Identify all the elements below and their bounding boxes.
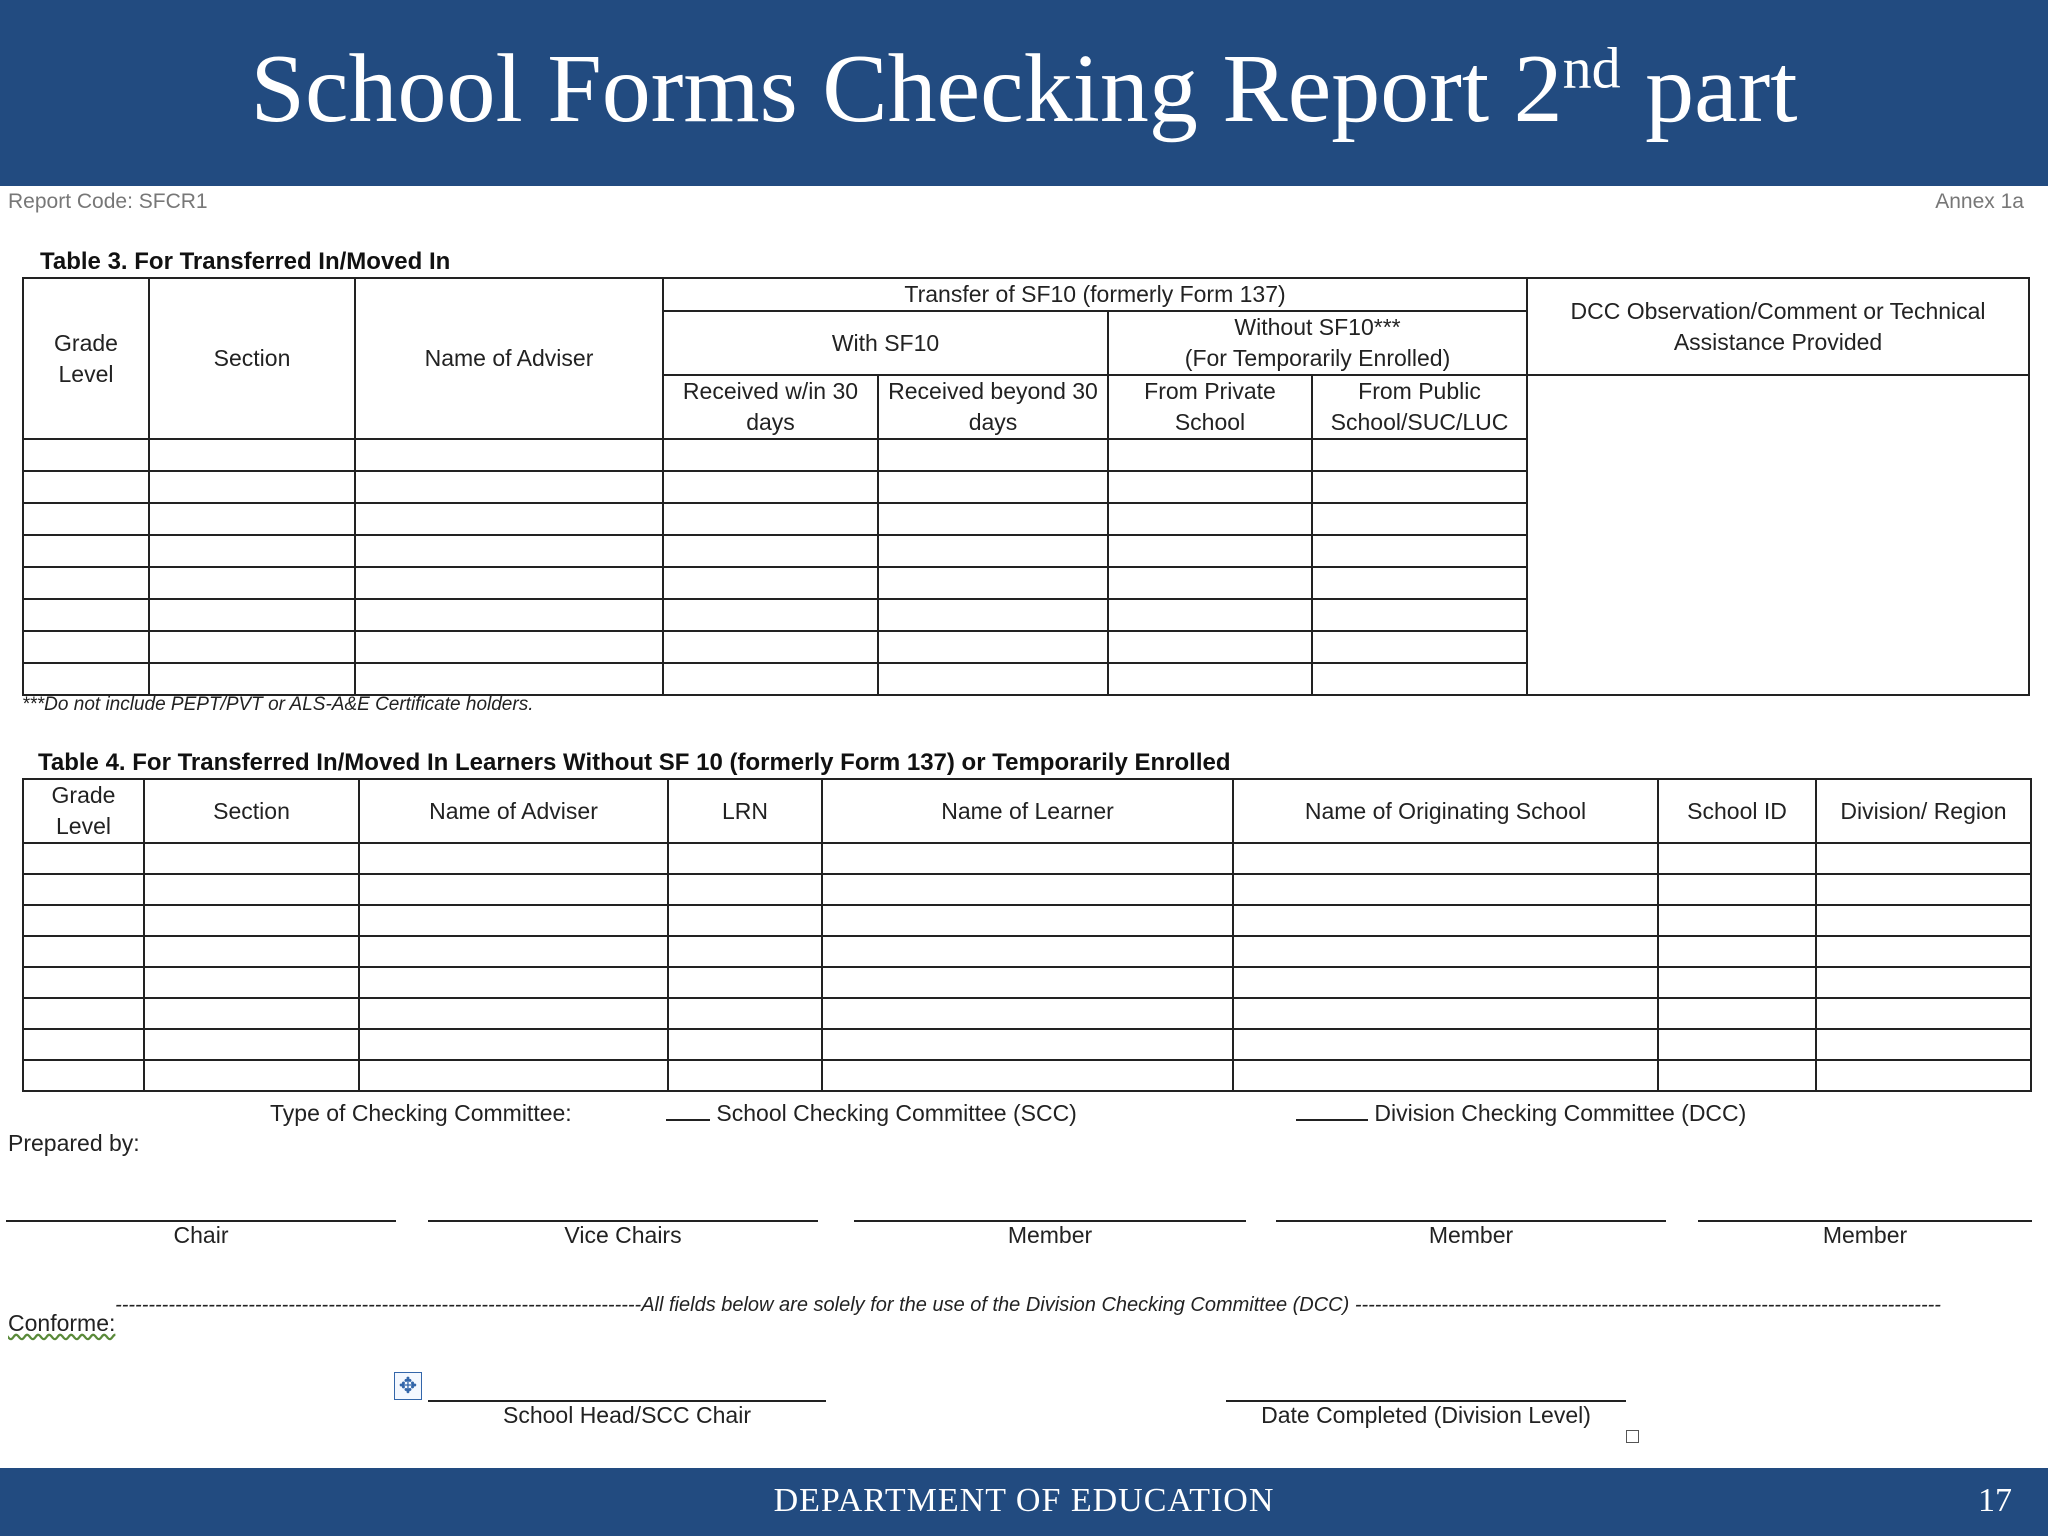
t3-header-grade: Grade Level bbox=[23, 278, 149, 439]
table-row bbox=[23, 936, 2031, 967]
t3-header-dcc: DCC Observation/Comment or Technical Assistance Provided bbox=[1527, 278, 2029, 375]
department-label: DEPARTMENT OF EDUCATION bbox=[773, 1482, 1275, 1519]
t3-header-recv-within: Received w/in 30 days bbox=[663, 375, 878, 439]
move-handle-icon[interactable]: ✥ bbox=[394, 1372, 422, 1400]
annex-label: Annex 1a bbox=[1935, 190, 2024, 213]
vice-chairs-label: Vice Chairs bbox=[564, 1222, 682, 1248]
table3 bbox=[22, 277, 2030, 696]
title-banner bbox=[0, 0, 2048, 186]
table-row bbox=[23, 1029, 2031, 1060]
table-row bbox=[23, 1060, 2031, 1091]
t4-header-lrn: LRN bbox=[668, 779, 822, 843]
scc-option[interactable] bbox=[666, 1100, 1077, 1127]
t3-header-transfer: Transfer of SF10 (formerly Form 137) bbox=[663, 278, 1527, 311]
table-row bbox=[23, 843, 2031, 874]
member3-label: Member bbox=[1822, 1222, 1908, 1248]
t4-header-adviser: Name of Adviser bbox=[359, 779, 668, 843]
t3-header-with-sf10: With SF10 bbox=[663, 311, 1108, 375]
scc-option-label: School Checking Committee (SCC) bbox=[716, 1100, 1077, 1126]
title-superscript: nd bbox=[1562, 35, 1621, 101]
table-row bbox=[23, 874, 2031, 905]
dcc-divider-note: -------------------------------------------------------------------------------All fields below are solely for the use of the Division Checking Committee (DCC) ---------------------------------------------------------------------------------------- bbox=[115, 1294, 1941, 1316]
table-row bbox=[23, 905, 2031, 936]
t3-header-without-sf10: Without SF10*** (For Temporarily Enrolled) bbox=[1108, 311, 1527, 375]
date-completed-label: Date Completed (Division Level) bbox=[1261, 1402, 1591, 1428]
t4-header-grade: Grade Level bbox=[23, 779, 144, 843]
member1-label: Member bbox=[1007, 1222, 1093, 1248]
t3-dcc-cell[interactable] bbox=[1527, 375, 2029, 695]
t4-header-origin-school: Name of Originating School bbox=[1233, 779, 1658, 843]
conforme-label: Conforme: bbox=[8, 1310, 116, 1336]
t4-header-learner: Name of Learner bbox=[822, 779, 1233, 843]
t3-header-adviser: Name of Adviser bbox=[355, 278, 663, 439]
dcc-option[interactable] bbox=[1296, 1100, 1746, 1127]
table3-caption: Table 3. For Transferred In/Moved In bbox=[40, 248, 451, 275]
t3-header-section: Section bbox=[149, 278, 355, 439]
chair-label: Chair bbox=[173, 1222, 229, 1248]
t3-header-recv-beyond: Received beyond 30 days bbox=[878, 375, 1108, 439]
slide-title: School Forms Checking Report 2nd part bbox=[250, 35, 1798, 143]
footer-banner bbox=[0, 1468, 2048, 1536]
table4-caption: Table 4. For Transferred In/Moved In Learners Without SF 10 (formerly Form 137) or Temporarily Enrolled bbox=[38, 749, 1231, 776]
t3-header-private: From Private School bbox=[1108, 375, 1312, 439]
t4-header-section: Section bbox=[144, 779, 359, 843]
table4 bbox=[22, 778, 2032, 1092]
report-code: Report Code: SFCR1 bbox=[8, 190, 208, 213]
member2-label: Member bbox=[1428, 1222, 1514, 1248]
t4-header-school-id: School ID bbox=[1658, 779, 1816, 843]
table3-footnote: ***Do not include PEPT/PVT or ALS-A&E Certificate holders. bbox=[22, 694, 534, 715]
t3-header-public: From Public School/SUC/LUC bbox=[1312, 375, 1527, 439]
committee-type-label: Type of Checking Committee: bbox=[270, 1100, 572, 1126]
dcc-option-label: Division Checking Committee (DCC) bbox=[1374, 1100, 1747, 1126]
prepared-by-label: Prepared by: bbox=[8, 1130, 140, 1156]
resize-handle-icon[interactable] bbox=[1626, 1430, 1639, 1443]
page-number: 17 bbox=[1978, 1482, 2012, 1519]
table-row bbox=[23, 967, 2031, 998]
t4-header-division-region: Division/ Region bbox=[1816, 779, 2031, 843]
table-row bbox=[23, 998, 2031, 1029]
school-head-label: School Head/SCC Chair bbox=[502, 1402, 751, 1428]
